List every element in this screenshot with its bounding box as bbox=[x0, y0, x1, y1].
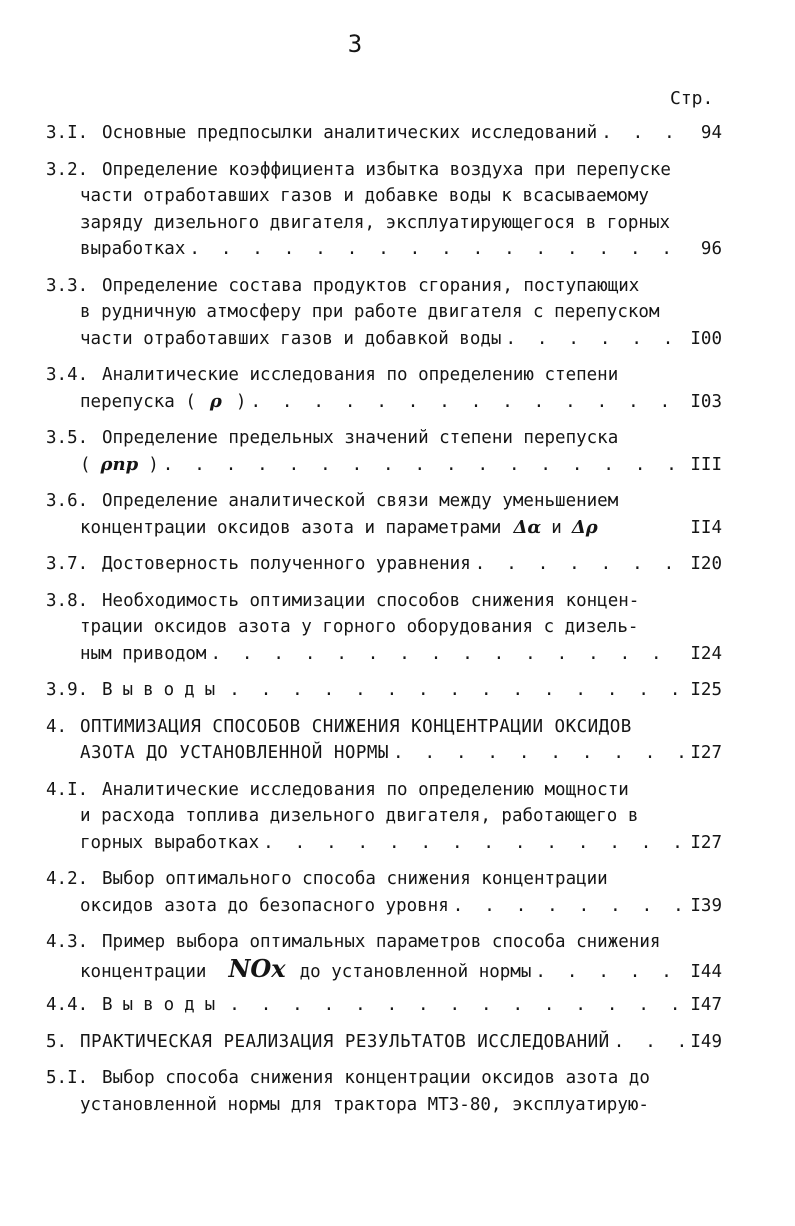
rho-symbol: ρ bbox=[209, 390, 222, 412]
page-number: 3 bbox=[347, 30, 363, 58]
page-ref: I44 bbox=[690, 961, 722, 982]
page-ref: 96 bbox=[700, 239, 722, 259]
section-number: 4.2. bbox=[46, 869, 89, 889]
chapter-title: ПРАКТИЧЕСКАЯ РЕАЛИЗАЦИЯ РЕЗУЛЬТАТОВ ИССЛЕДОВАНИЙ bbox=[80, 1031, 610, 1052]
section-title-line: трации оксидов азота у горного оборудования с дизель- bbox=[80, 617, 639, 637]
page-ref: III bbox=[690, 454, 722, 475]
section-title-line: Аналитические исследования по определению степени bbox=[102, 365, 619, 385]
section-title-line: и расхода топлива дизельного двигателя, работающего в bbox=[80, 806, 639, 826]
section-number: 3.7. bbox=[46, 554, 89, 574]
toc-entry-4-1 bbox=[46, 777, 722, 857]
toc-entry-5 bbox=[46, 1029, 722, 1056]
section-title: Выводы bbox=[102, 680, 226, 700]
section-number: 4.I. bbox=[46, 779, 89, 800]
section-title-line: концентрации bbox=[80, 961, 207, 982]
page-ref: I27 bbox=[690, 832, 722, 853]
closing-paren: ) bbox=[235, 391, 247, 412]
toc-entry-4-2 bbox=[46, 866, 722, 919]
dot-leader bbox=[229, 992, 686, 1019]
dot-leader bbox=[505, 326, 686, 353]
page-ref: I03 bbox=[690, 391, 722, 412]
page-ref: I27 bbox=[690, 743, 722, 763]
section-title-line: Выбор оптимального способа снижения концентрации bbox=[102, 869, 608, 889]
section-number: 3.I. bbox=[46, 123, 89, 143]
section-title-line: ным приводом bbox=[80, 643, 207, 664]
section-title-line: концентрации оксидов азота и параметрами bbox=[80, 517, 502, 538]
section-title: Достоверность полученного уравнения bbox=[102, 554, 471, 574]
section-number: 3.4. bbox=[46, 365, 89, 385]
section-title-line: Необходимость оптимизации способов снижения концен- bbox=[102, 590, 640, 611]
section-title-line: Определение предельных значений степени перепуска bbox=[102, 428, 619, 448]
closing-paren: ) bbox=[148, 454, 159, 475]
dot-leader bbox=[250, 389, 686, 416]
nox-symbol: NOx bbox=[228, 955, 286, 982]
page-ref: I25 bbox=[690, 680, 722, 700]
section-number: 3.8. bbox=[46, 590, 89, 611]
page-column-header: Стр. bbox=[670, 88, 714, 109]
dot-leader bbox=[229, 677, 686, 704]
toc-entry-4 bbox=[46, 714, 722, 767]
dot-leader bbox=[601, 120, 697, 147]
page-ref: 94 bbox=[700, 123, 722, 143]
section-title-line: ( bbox=[80, 454, 91, 475]
dot-leader bbox=[163, 452, 687, 479]
section-title-line: до установленной нормы bbox=[299, 961, 532, 982]
section-number: 5.I. bbox=[46, 1068, 89, 1088]
section-title-line: оксидов азота до безопасного уровня bbox=[80, 895, 449, 916]
section-title-line: Пример выбора оптимальных параметров способа снижения bbox=[102, 932, 661, 952]
section-number: 4.3. bbox=[46, 932, 89, 952]
dot-leader bbox=[263, 830, 686, 857]
section-number: 4.4. bbox=[46, 995, 89, 1015]
section-title-line: горных выработках bbox=[80, 832, 260, 853]
toc-entry-5-1 bbox=[46, 1065, 722, 1118]
section-title-line: Аналитические исследования по определению мощности bbox=[102, 779, 629, 800]
page-ref: I39 bbox=[690, 895, 722, 916]
dot-leader bbox=[210, 641, 686, 668]
section-title-line: в рудничную атмосферу при работе двигателя с перепуском bbox=[80, 302, 660, 322]
section-number: 3.6. bbox=[46, 491, 89, 511]
chapter-title-line: АЗОТА ДО УСТАНОВЛЕННОЙ НОРМЫ bbox=[80, 743, 390, 763]
page-ref: I47 bbox=[690, 995, 722, 1015]
table-of-contents bbox=[46, 120, 722, 1118]
dot-leader bbox=[189, 236, 697, 263]
toc-entry-4-4 bbox=[46, 992, 722, 1019]
conjunction: и bbox=[551, 517, 562, 538]
section-title-line: выработках bbox=[80, 239, 186, 259]
section-title-line: установленной нормы для трактора МТЗ-80, эксплуатирую- bbox=[80, 1094, 649, 1115]
toc-entry-3-5 bbox=[46, 425, 722, 478]
section-title-line: заряду дизельного двигателя, эксплуатирующегося в горных bbox=[80, 212, 671, 233]
toc-entry-3-8 bbox=[46, 588, 722, 668]
delta-rho-symbol: Δρ bbox=[571, 516, 598, 538]
toc-entry-3-1 bbox=[46, 120, 722, 147]
chapter-title-line: ОПТИМИЗАЦИЯ СПОСОБОВ СНИЖЕНИЯ КОНЦЕНТРАЦИИ ОКСИДОВ bbox=[80, 716, 632, 737]
section-title-line: части отработавших газов и добавкой воды bbox=[80, 328, 502, 349]
section-title: Основные предпосылки аналитических исследований bbox=[102, 123, 598, 143]
page-ref: I20 bbox=[690, 554, 722, 574]
page-ref: II4 bbox=[690, 517, 722, 538]
section-number: 3.3. bbox=[46, 275, 89, 296]
dot-leader bbox=[535, 959, 686, 983]
section-number: 3.2. bbox=[46, 159, 89, 180]
rho-limit-symbol: ρпр bbox=[100, 453, 139, 475]
dot-leader bbox=[453, 893, 687, 920]
section-number: 4. bbox=[46, 716, 68, 737]
dot-leader bbox=[393, 740, 686, 767]
dot-leader bbox=[614, 1029, 687, 1056]
section-title-line: части отработавших газов и добавке воды к всасываемому bbox=[80, 186, 649, 206]
section-title-line: Выбор способа снижения концентрации оксидов азота до bbox=[102, 1068, 650, 1088]
section-number: 5. bbox=[46, 1031, 68, 1052]
section-title-line: Определение аналитической связи между уменьшением bbox=[102, 491, 619, 511]
toc-entry-3-2 bbox=[46, 157, 722, 263]
toc-entry-3-9 bbox=[46, 677, 722, 704]
toc-entry-3-7 bbox=[46, 551, 722, 578]
section-title: Выводы bbox=[102, 995, 226, 1015]
section-title-line: Определение состава продуктов сгорания, поступающих bbox=[102, 275, 640, 296]
toc-entry-4-3 bbox=[46, 929, 722, 982]
page-ref: I24 bbox=[690, 643, 722, 664]
section-number: 3.5. bbox=[46, 428, 89, 448]
toc-entry-3-3 bbox=[46, 273, 722, 353]
section-title-line: Определение коэффициента избытка воздуха при перепуске bbox=[102, 159, 671, 180]
section-number: 3.9. bbox=[46, 680, 89, 700]
dot-leader bbox=[475, 551, 687, 578]
toc-entry-3-6 bbox=[46, 488, 722, 541]
delta-alpha-symbol: Δα bbox=[513, 516, 542, 538]
page-ref: I00 bbox=[690, 328, 722, 349]
page-ref: I49 bbox=[690, 1031, 722, 1052]
section-title-line: перепуска ( bbox=[80, 391, 196, 412]
toc-entry-3-4 bbox=[46, 362, 722, 415]
